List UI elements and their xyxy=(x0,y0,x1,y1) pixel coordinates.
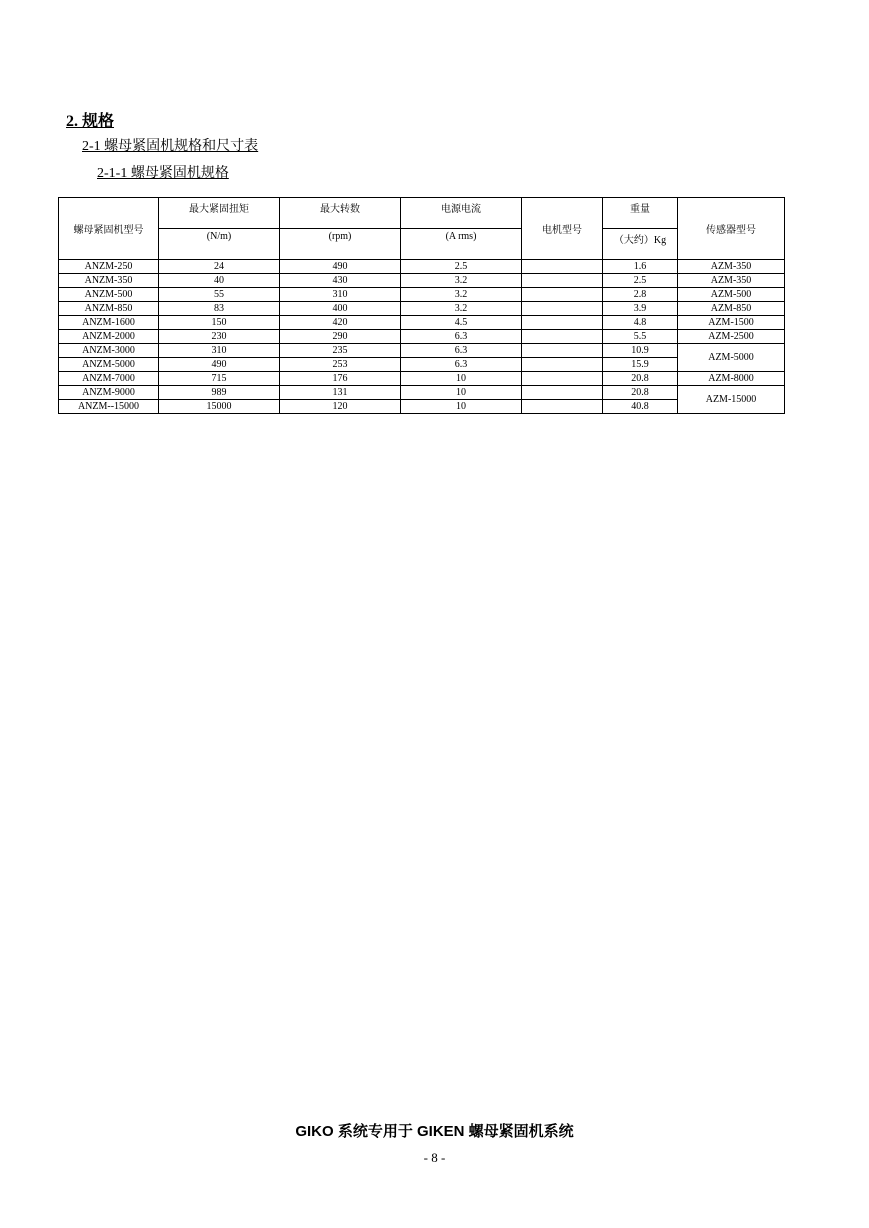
cell-sensor: AZM-5000 xyxy=(678,344,785,372)
cell-torque: 83 xyxy=(159,302,280,316)
cell-motor xyxy=(522,358,603,372)
cell-speed: 120 xyxy=(280,400,401,414)
table-row xyxy=(59,260,785,274)
cell-current: 4.5 xyxy=(401,316,522,330)
cell-motor xyxy=(522,302,603,316)
cell-motor xyxy=(522,372,603,386)
cell-torque: 230 xyxy=(159,330,280,344)
cell-model: ANZM-500 xyxy=(59,288,159,302)
cell-speed: 310 xyxy=(280,288,401,302)
cell-model: ANZM-250 xyxy=(59,260,159,274)
cell-speed: 420 xyxy=(280,316,401,330)
header-torque: 最大紧固扭矩 xyxy=(159,198,280,229)
cell-weight: 5.5 xyxy=(603,330,678,344)
cell-speed: 430 xyxy=(280,274,401,288)
header-speed: 最大转数 xyxy=(280,198,401,229)
cell-torque: 15000 xyxy=(159,400,280,414)
cell-current: 6.3 xyxy=(401,330,522,344)
cell-current: 6.3 xyxy=(401,344,522,358)
cell-sensor: AZM-8000 xyxy=(678,372,785,386)
cell-model: ANZM-7000 xyxy=(59,372,159,386)
cell-sensor: AZM-500 xyxy=(678,288,785,302)
header-weight-unit: （大约）Kg xyxy=(603,229,678,260)
table-row xyxy=(59,330,785,344)
cell-motor xyxy=(522,386,603,400)
cell-sensor: AZM-350 xyxy=(678,260,785,274)
cell-current: 10 xyxy=(401,400,522,414)
subsection-title: 2-1 螺母紧固机规格和尺寸表 xyxy=(82,139,259,154)
cell-current: 2.5 xyxy=(401,260,522,274)
table-row xyxy=(59,288,785,302)
table-row xyxy=(59,400,785,414)
cell-motor xyxy=(522,260,603,274)
table-row xyxy=(59,274,785,288)
header-motor: 电机型号 xyxy=(522,198,603,260)
header-weight: 重量 xyxy=(603,198,678,229)
cell-sensor: AZM-850 xyxy=(678,302,785,316)
table-row xyxy=(59,386,785,400)
cell-weight: 15.9 xyxy=(603,358,678,372)
cell-model: ANZM-1600 xyxy=(59,316,159,330)
header-torque-unit: (N/m) xyxy=(159,229,280,260)
cell-sensor: AZM-2500 xyxy=(678,330,785,344)
cell-torque: 989 xyxy=(159,386,280,400)
cell-speed: 235 xyxy=(280,344,401,358)
cell-model: ANZM-3000 xyxy=(59,344,159,358)
cell-motor xyxy=(522,274,603,288)
cell-model: ANZM--15000 xyxy=(59,400,159,414)
cell-current: 3.2 xyxy=(401,302,522,316)
cell-torque: 40 xyxy=(159,274,280,288)
cell-speed: 176 xyxy=(280,372,401,386)
page-number: - 8 - xyxy=(423,1150,446,1165)
cell-speed: 290 xyxy=(280,330,401,344)
cell-torque: 490 xyxy=(159,358,280,372)
cell-current: 3.2 xyxy=(401,274,522,288)
cell-weight: 3.9 xyxy=(603,302,678,316)
cell-current: 3.2 xyxy=(401,288,522,302)
cell-speed: 131 xyxy=(280,386,401,400)
cell-weight: 10.9 xyxy=(603,344,678,358)
cell-current: 6.3 xyxy=(401,358,522,372)
table-row xyxy=(59,358,785,372)
cell-model: ANZM-350 xyxy=(59,274,159,288)
cell-torque: 55 xyxy=(159,288,280,302)
cell-weight: 4.8 xyxy=(603,316,678,330)
cell-weight: 1.6 xyxy=(603,260,678,274)
spec-table xyxy=(58,197,785,414)
cell-speed: 253 xyxy=(280,358,401,372)
cell-current: 10 xyxy=(401,372,522,386)
cell-motor xyxy=(522,316,603,330)
cell-torque: 150 xyxy=(159,316,280,330)
cell-torque: 715 xyxy=(159,372,280,386)
cell-sensor: AZM-350 xyxy=(678,274,785,288)
header-current: 电源电流 xyxy=(401,198,522,229)
subsubsection-title: 2-1-1 螺母紧固机规格 xyxy=(97,166,229,181)
cell-speed: 490 xyxy=(280,260,401,274)
cell-sensor: AZM-1500 xyxy=(678,316,785,330)
cell-model: ANZM-5000 xyxy=(59,358,159,372)
cell-current: 10 xyxy=(401,386,522,400)
cell-torque: 310 xyxy=(159,344,280,358)
header-current-unit: (A rms) xyxy=(401,229,522,260)
table-row xyxy=(59,372,785,386)
cell-weight: 2.8 xyxy=(603,288,678,302)
table-row xyxy=(59,344,785,358)
cell-model: ANZM-850 xyxy=(59,302,159,316)
table-row xyxy=(59,316,785,330)
cell-weight: 20.8 xyxy=(603,386,678,400)
section-title: 2. 规格 xyxy=(66,113,115,130)
header-sensor: 传感器型号 xyxy=(678,198,785,260)
table-row xyxy=(59,302,785,316)
footer-text: GIKO 系统专用于 GIKEN 螺母紧固机系统 xyxy=(295,1123,574,1140)
cell-torque: 24 xyxy=(159,260,280,274)
cell-weight: 2.5 xyxy=(603,274,678,288)
cell-model: ANZM-2000 xyxy=(59,330,159,344)
cell-motor xyxy=(522,330,603,344)
cell-motor xyxy=(522,344,603,358)
cell-motor xyxy=(522,288,603,302)
cell-weight: 40.8 xyxy=(603,400,678,414)
cell-motor xyxy=(522,400,603,414)
header-speed-unit: (rpm) xyxy=(280,229,401,260)
cell-weight: 20.8 xyxy=(603,372,678,386)
cell-model: ANZM-9000 xyxy=(59,386,159,400)
header-model: 螺母紧固机型号 xyxy=(59,198,159,260)
cell-sensor: AZM-15000 xyxy=(678,386,785,414)
cell-speed: 400 xyxy=(280,302,401,316)
